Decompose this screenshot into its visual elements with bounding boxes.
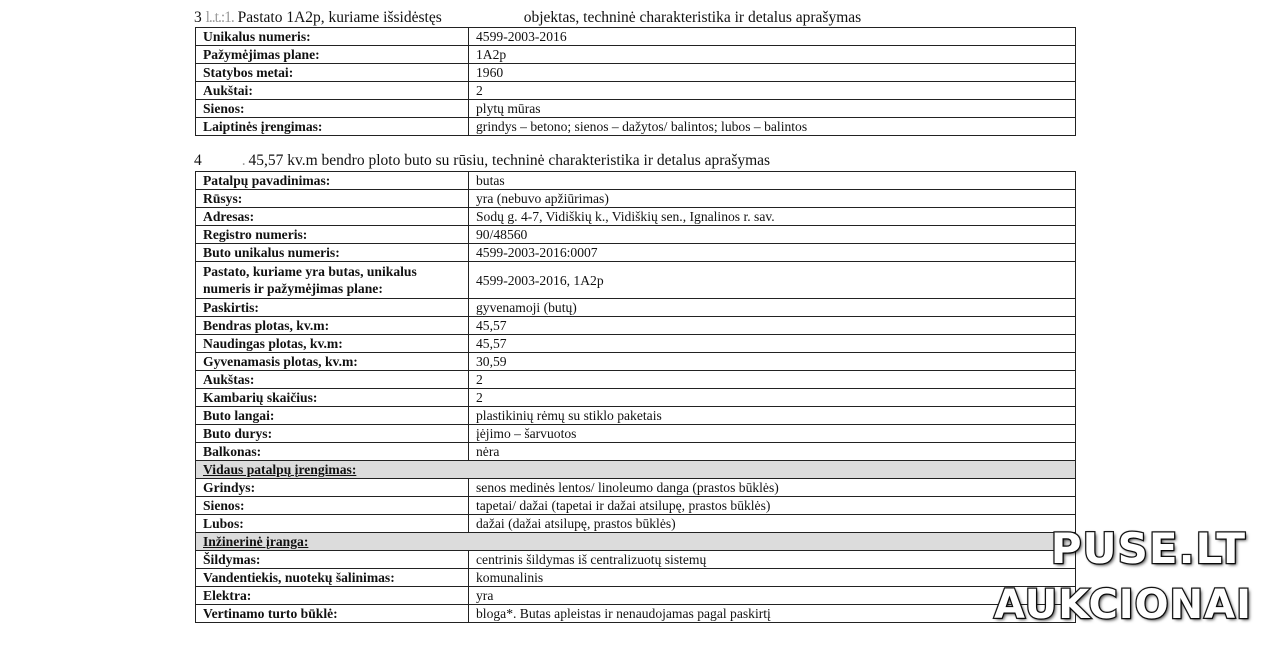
row-value: dažai (dažai atsilupę, prastos būklės): [469, 515, 1076, 533]
row-label: Lubos:: [196, 515, 469, 533]
row-value: nėra: [469, 443, 1076, 461]
row-value: plastikinių rėmų su stiklo paketais: [469, 407, 1076, 425]
row-label: Paskirtis:: [196, 299, 469, 317]
table-row: [196, 226, 1076, 244]
row-label: Naudingas plotas, kv.m:: [196, 335, 469, 353]
section-header-row: [196, 533, 1076, 551]
table-row: [196, 64, 1076, 82]
table-row: [196, 407, 1076, 425]
table-row: [196, 587, 1076, 605]
table-row: [196, 28, 1076, 46]
row-label: Šildymas:: [196, 551, 469, 569]
table-row: [196, 190, 1076, 208]
row-value: bloga*. Butas apleistas ir nenaudojamas pagal paskirtį: [469, 605, 1076, 623]
row-label: Grindys:: [196, 479, 469, 497]
row-label: Pastato, kuriame yra butas, unikalus numeris ir pažymėjimas plane:: [196, 262, 469, 299]
section-header-row: [196, 461, 1076, 479]
row-label: Pažymėjimas plane:: [196, 46, 469, 64]
table-row: [196, 100, 1076, 118]
table-row: [196, 605, 1076, 623]
row-value: tapetai/ dažai (tapetai ir dažai atsilupę, prastos būklės): [469, 497, 1076, 515]
table-row: [196, 497, 1076, 515]
table-row: [196, 172, 1076, 190]
row-value: centrinis šildymas iš centralizuotų sistemų: [469, 551, 1076, 569]
row-value: Sodų g. 4-7, Vidiškių k., Vidiškių sen., Ignalinos r. sav.: [469, 208, 1076, 226]
row-value: 30,59: [469, 353, 1076, 371]
row-value: 90/48560: [469, 226, 1076, 244]
row-value: įėjimo – šarvuotos: [469, 425, 1076, 443]
table-row: [196, 317, 1076, 335]
row-label: Gyvenamasis plotas, kv.m:: [196, 353, 469, 371]
row-label: Patalpų pavadinimas:: [196, 172, 469, 190]
row-value: komunalinis: [469, 569, 1076, 587]
table-row: [196, 569, 1076, 587]
section-3-title-part2: objektas, techninė charakteristika ir detalus aprašymas: [523, 9, 862, 26]
row-value: 45,57: [469, 335, 1076, 353]
row-value: 45,57: [469, 317, 1076, 335]
interior-heading: Vidaus patalpų įrengimas:: [196, 461, 1076, 479]
row-value: grindys – betono; sienos – dažytos/ balintos; lubos – balintos: [469, 118, 1076, 136]
row-value: 1960: [469, 64, 1076, 82]
row-value: 2: [469, 389, 1076, 407]
row-label: Sienos:: [196, 100, 469, 118]
row-value: 4599-2003-2016, 1A2p: [469, 262, 1076, 299]
table-row: [196, 118, 1076, 136]
row-label: Sienos:: [196, 497, 469, 515]
row-label: Registro numeris:: [196, 226, 469, 244]
row-value: plytų mūras: [469, 100, 1076, 118]
row-label: Buto langai:: [196, 407, 469, 425]
row-label: Statybos metai:: [196, 64, 469, 82]
table-row: [196, 244, 1076, 262]
row-label: Adresas:: [196, 208, 469, 226]
table-row: [196, 46, 1076, 64]
building-spec-table: [195, 27, 1076, 136]
table-row: [196, 515, 1076, 533]
table-row: [196, 353, 1076, 371]
section-3-heading: [194, 9, 861, 27]
row-value: senos medinės lentos/ linoleumo danga (prastos būklės): [469, 479, 1076, 497]
row-value: yra (nebuvo apžiūrimas): [469, 190, 1076, 208]
row-label: Unikalus numeris:: [196, 28, 469, 46]
row-label: Bendras plotas, kv.m:: [196, 317, 469, 335]
section-4-heading: [194, 152, 770, 170]
table-row: [196, 425, 1076, 443]
table-row: [196, 82, 1076, 100]
table-row: [196, 479, 1076, 497]
section-4-smudge: .: [241, 152, 245, 169]
row-label: Vertinamo turto būklė:: [196, 605, 469, 623]
row-label: Rūsys:: [196, 190, 469, 208]
table-row: [196, 208, 1076, 226]
row-label: Aukštai:: [196, 82, 469, 100]
table-row: [196, 371, 1076, 389]
row-value: 1A2p: [469, 46, 1076, 64]
section-3-smudge: l..t.:1.: [205, 9, 234, 26]
row-value: 4599-2003-2016:0007: [469, 244, 1076, 262]
row-label: Buto unikalus numeris:: [196, 244, 469, 262]
row-label: Kambarių skaičius:: [196, 389, 469, 407]
table-row: [196, 335, 1076, 353]
row-value: 4599-2003-2016: [469, 28, 1076, 46]
row-value: 2: [469, 371, 1076, 389]
table-row: [196, 299, 1076, 317]
table-row: [196, 262, 1076, 299]
table-row: [196, 551, 1076, 569]
row-value: 2: [469, 82, 1076, 100]
watermark-line-2: AUKCIONAI: [994, 582, 1252, 628]
row-label: Vandentiekis, nuotekų šalinimas:: [196, 569, 469, 587]
section-4-title: 45,57 kv.m bendro ploto buto su rūsiu, techninė charakteristika ir detalus aprašymas: [248, 152, 771, 169]
engineering-heading: Inžinerinė įranga:: [196, 533, 1076, 551]
row-label: Laiptinės įrengimas:: [196, 118, 469, 136]
section-4-number: 4: [194, 152, 202, 169]
section-3-title-part1: Pastato 1A2p, kuriame išsidėstęs: [237, 9, 442, 26]
table-row: [196, 443, 1076, 461]
row-value: butas: [469, 172, 1076, 190]
row-value: gyvenamoji (butų): [469, 299, 1076, 317]
row-label: Balkonas:: [196, 443, 469, 461]
table-row: [196, 389, 1076, 407]
watermark-line-1: PUSE.LT: [1050, 524, 1246, 573]
row-label: Aukštas:: [196, 371, 469, 389]
row-label: Buto durys:: [196, 425, 469, 443]
section-3-number: 3: [194, 9, 202, 26]
row-label: Elektra:: [196, 587, 469, 605]
row-value: yra: [469, 587, 1076, 605]
apartment-spec-table: [195, 171, 1076, 623]
